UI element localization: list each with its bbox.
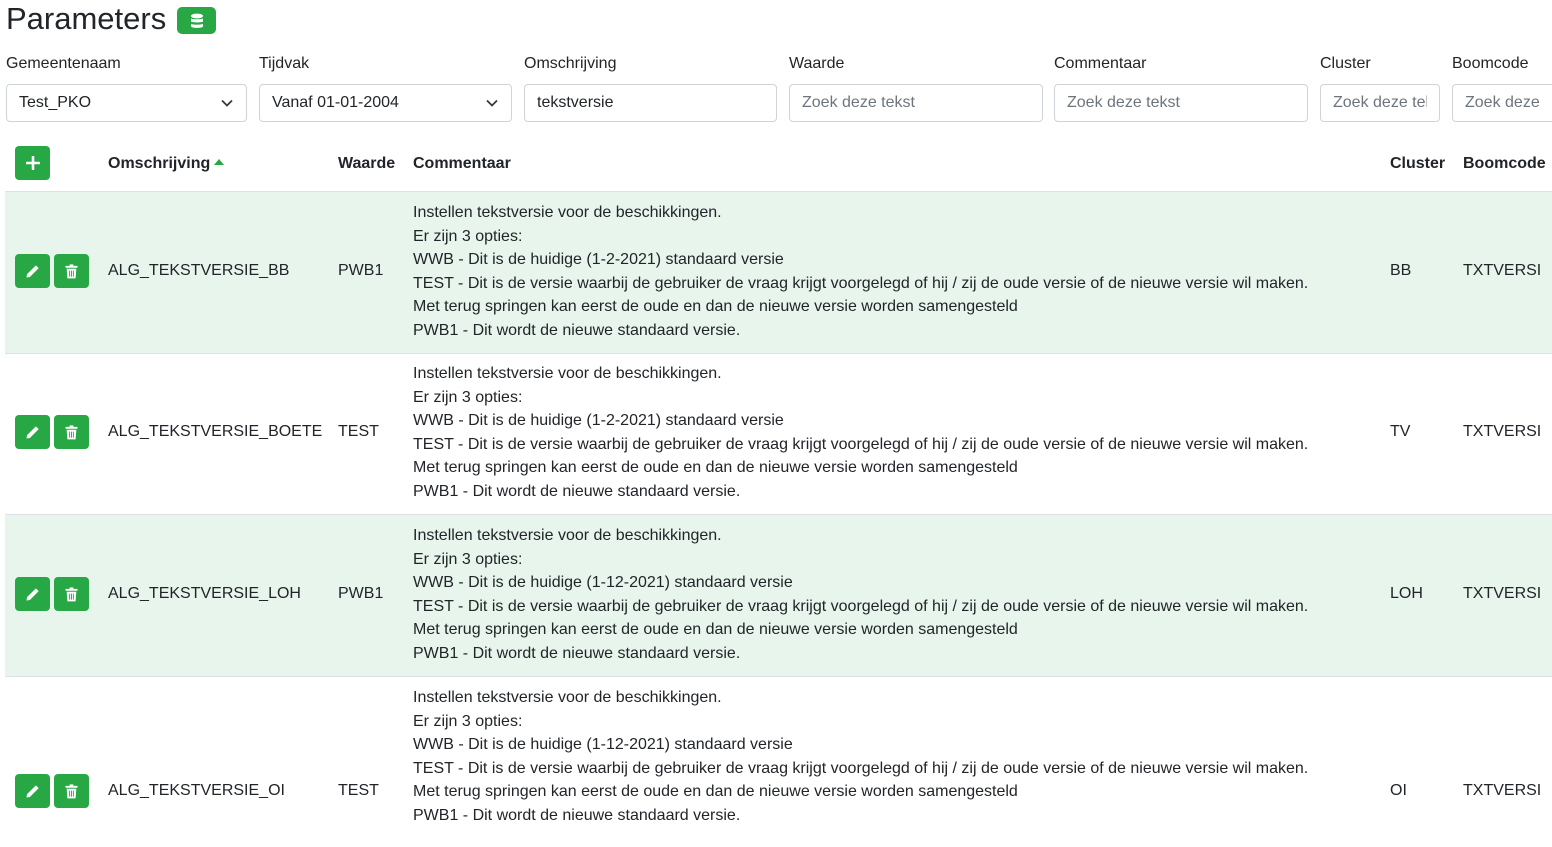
cell-omschrijving: ALG_TEKSTVERSIE_LOH (108, 585, 301, 602)
table-row (5, 677, 1552, 847)
edit-button[interactable] (15, 577, 50, 611)
filter-cluster (1320, 56, 1440, 122)
cell-cluster: TV (1390, 423, 1411, 440)
trash-icon (65, 784, 78, 799)
comment-line: PWB1 - Dit wordt de nieuwe standaard versie. (413, 644, 741, 662)
cell-omschrijving: ALG_TEKSTVERSIE_BOETE (108, 423, 323, 440)
delete-button[interactable] (54, 415, 89, 449)
cell-omschrijving: ALG_TEKSTVERSIE_BB (108, 262, 290, 279)
comment-line: Er zijn 3 opties: (413, 712, 523, 730)
column-header-cluster[interactable]: Cluster (1390, 155, 1446, 172)
filter-label-cluster: Cluster (1320, 55, 1371, 72)
comment-line: Instellen tekstversie voor de beschikkingen. (413, 365, 722, 382)
comment-line: Instellen tekstversie voor de beschikkingen. (413, 204, 722, 221)
cell-commentaar (413, 362, 1308, 504)
column-header-boomcode[interactable]: Boomcode (1463, 155, 1546, 172)
comment-line: Instellen tekstversie voor de beschikkingen. (413, 689, 722, 706)
comment-line: Met terug springen kan eerst de oude en dan de nieuwe versie worden samengesteld (413, 621, 1018, 639)
comment-line: WWB - Dit is de huidige (1-12-2021) standaard versie (413, 736, 793, 754)
comment-line: Er zijn 3 opties: (413, 388, 523, 406)
cell-cluster: LOH (1390, 585, 1423, 602)
chevron-down-icon (485, 96, 499, 110)
cell-cluster: OI (1390, 782, 1407, 799)
edit-button[interactable] (15, 774, 50, 808)
comment-line: Er zijn 3 opties: (413, 227, 523, 245)
delete-button[interactable] (54, 254, 89, 288)
column-header-omschrijving-label: Omschrijving (108, 155, 211, 172)
filter-commentaar (1054, 56, 1308, 122)
boomcode-input-box (1452, 84, 1552, 122)
pencil-icon (25, 425, 40, 440)
comment-line: WWB - Dit is de huidige (1-12-2021) standaard versie (413, 574, 793, 592)
cell-waarde: TEST (338, 423, 379, 440)
delete-button[interactable] (54, 774, 89, 808)
page-title: Parameters (6, 1, 167, 36)
edit-button[interactable] (15, 415, 50, 449)
gemeentenaam-select[interactable] (6, 84, 247, 122)
table-row (5, 353, 1552, 515)
comment-line: WWB - Dit is de huidige (1-2-2021) standaard versie (413, 412, 784, 430)
comment-line: Met terug springen kan eerst de oude en dan de nieuwe versie worden samengesteld (413, 459, 1018, 477)
cluster-input-box (1320, 84, 1440, 122)
comment-line: Instellen tekstversie voor de beschikkingen. (413, 527, 722, 544)
waarde-input-box (789, 84, 1043, 122)
tijdvak-select[interactable] (259, 84, 512, 122)
filter-gemeentenaam (6, 56, 247, 122)
filter-tijdvak (259, 56, 512, 122)
chevron-down-icon (220, 96, 234, 110)
commentaar-input-box (1054, 84, 1308, 122)
add-parameter-button[interactable] (15, 146, 50, 180)
comment-line: TEST - Dit is de versie waarbij de gebruiker de vraag krijgt voorgelegd of hij / zij de oude versie of de nieuwe versie wil maken. (413, 759, 1309, 777)
trash-icon (65, 587, 78, 602)
cell-waarde: PWB1 (338, 262, 384, 279)
column-header-omschrijving[interactable] (108, 155, 224, 173)
trash-icon (65, 264, 78, 279)
sort-ascending-icon (214, 159, 224, 165)
comment-line: PWB1 - Dit wordt de nieuwe standaard versie. (413, 482, 741, 500)
comment-line: Met terug springen kan eerst de oude en dan de nieuwe versie worden samengesteld (413, 783, 1018, 801)
comment-line: TEST - Dit is de versie waarbij de gebruiker de vraag krijgt voorgelegd of hij / zij de oude versie of de nieuwe versie wil maken. (413, 435, 1309, 453)
cell-boomcode: TXTVERSI (1463, 262, 1542, 279)
table-row (5, 515, 1552, 677)
edit-button[interactable] (15, 254, 50, 288)
omschrijving-search-input[interactable] (537, 94, 764, 112)
plus-icon (26, 156, 40, 170)
filter-waarde (789, 56, 1043, 122)
trash-icon (65, 425, 78, 440)
pencil-icon (25, 784, 40, 799)
cell-cluster: BB (1390, 262, 1412, 279)
filter-omschrijving (524, 56, 777, 122)
waarde-search-input[interactable] (802, 94, 1030, 112)
commentaar-search-input[interactable] (1067, 94, 1295, 112)
column-header-commentaar[interactable]: Commentaar (413, 155, 511, 172)
filter-label-waarde: Waarde (789, 55, 845, 72)
tijdvak-value: Vanaf 01-01-2004 (272, 94, 399, 111)
comment-line: Er zijn 3 opties: (413, 550, 523, 568)
filter-label-boomcode: Boomcode (1452, 55, 1529, 72)
boomcode-search-input[interactable] (1465, 94, 1540, 112)
filter-label-tijdvak: Tijdvak (259, 55, 310, 72)
comment-line: TEST - Dit is de versie waarbij de gebruiker de vraag krijgt voorgelegd of hij / zij de oude versie of de nieuwe versie wil maken. (413, 597, 1309, 615)
database-icon (190, 13, 204, 29)
cell-omschrijving: ALG_TEKSTVERSIE_OI (108, 782, 285, 799)
cell-waarde: TEST (338, 782, 379, 799)
comment-line: PWB1 - Dit wordt de nieuwe standaard versie. (413, 321, 741, 339)
comment-line: Met terug springen kan eerst de oude en dan de nieuwe versie worden samengesteld (413, 298, 1018, 316)
table-row (5, 192, 1552, 354)
omschrijving-input-box (524, 84, 777, 122)
filter-label-commentaar: Commentaar (1054, 55, 1147, 72)
comment-line: WWB - Dit is de huidige (1-2-2021) standaard versie (413, 251, 784, 269)
database-badge[interactable] (177, 7, 216, 34)
gemeentenaam-value: Test_PKO (19, 94, 92, 111)
cell-commentaar (413, 686, 1308, 828)
delete-button[interactable] (54, 577, 89, 611)
pencil-icon (25, 587, 40, 602)
comment-line: PWB1 - Dit wordt de nieuwe standaard versie. (413, 806, 741, 824)
cluster-search-input[interactable] (1333, 94, 1427, 112)
cell-boomcode: TXTVERSI (1463, 782, 1542, 799)
cell-boomcode: TXTVERSI (1463, 585, 1542, 602)
cell-commentaar (413, 524, 1308, 666)
filter-label-gemeentenaam: Gemeentenaam (6, 55, 121, 72)
pencil-icon (25, 264, 40, 279)
filter-label-omschrijving: Omschrijving (524, 55, 617, 72)
column-header-waarde[interactable]: Waarde (338, 155, 396, 172)
cell-commentaar (413, 201, 1308, 343)
comment-line: TEST - Dit is de versie waarbij de gebruiker de vraag krijgt voorgelegd of hij / zij de oude versie of de nieuwe versie wil maken. (413, 274, 1309, 292)
cell-boomcode: TXTVERSI (1463, 423, 1542, 440)
filter-boomcode (1452, 56, 1552, 122)
cell-waarde: PWB1 (338, 585, 384, 602)
